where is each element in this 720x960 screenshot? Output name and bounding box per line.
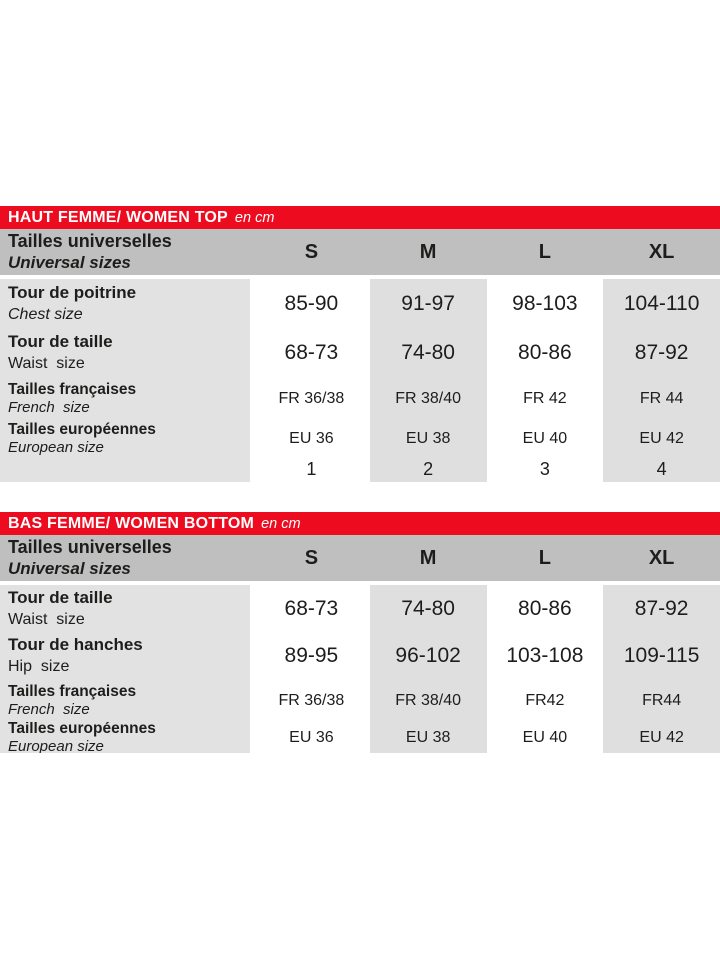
size-value-cell: 68-73: [253, 328, 370, 377]
unit-label: en cm: [261, 515, 301, 532]
row-sublabel: French size: [8, 399, 90, 416]
size-value-cell: FR 42: [487, 377, 604, 421]
women-top-title-bar: [0, 206, 720, 229]
size-value-cell: FR 36/38: [253, 377, 370, 421]
universal-sizes-label-fr: Tailles universelles: [8, 537, 172, 557]
unit-label: en cm: [234, 209, 275, 226]
size-column-header-l: L: [538, 546, 551, 569]
size-value-cell: 87-92: [603, 585, 720, 632]
size-value-cell: 68-73: [253, 585, 370, 632]
size-value-cell: FR42: [487, 679, 604, 722]
row-sublabel: Hip size: [8, 658, 70, 675]
size-column-header-s: S: [304, 240, 319, 263]
size-value-cell: 104-110: [603, 279, 720, 328]
size-value-cell: 4: [603, 457, 720, 482]
size-value-cell: 91-97: [370, 279, 487, 328]
size-column-header-xl: XL: [648, 240, 675, 263]
row-label-cell: [0, 679, 253, 722]
row-label: Tailles françaises: [8, 381, 137, 398]
row-label: Tailles françaises: [8, 682, 137, 700]
size-value-cell: 2: [370, 457, 487, 482]
row-label: Tour de taille: [8, 588, 113, 607]
size-value-cell: FR44: [603, 679, 720, 722]
size-value-cell: EU 38: [370, 722, 487, 753]
size-value-cell: 85-90: [253, 279, 370, 328]
women-bottom-size-table: [0, 512, 720, 753]
women-top-table-body: [0, 279, 720, 482]
row-label-cell: [0, 377, 253, 421]
size-value-cell: 103-108: [487, 632, 604, 679]
size-value-cell: EU 36: [253, 421, 370, 457]
table-row: [0, 585, 720, 632]
size-value-cell: 87-92: [603, 328, 720, 377]
row-sublabel: European size: [8, 439, 104, 456]
women-bottom-title-bar: [0, 512, 720, 535]
size-column-header-xl: XL: [648, 546, 675, 569]
row-label-cell: [0, 722, 253, 753]
size-value-cell: 74-80: [370, 585, 487, 632]
table-row: [0, 377, 720, 421]
women-bottom-header-row: [0, 535, 720, 581]
row-sublabel: Waist size: [8, 611, 85, 628]
universal-sizes-label-en: Universal sizes: [8, 559, 131, 578]
size-value-cell: EU 40: [487, 722, 604, 753]
table-row: [0, 722, 720, 753]
universal-sizes-label-en: Universal sizes: [8, 253, 131, 272]
universal-sizes-label-fr: Tailles universelles: [8, 231, 172, 251]
table-row: [0, 457, 720, 482]
size-column-header-m: M: [419, 240, 437, 263]
size-chart: [0, 206, 720, 753]
size-value-cell: 1: [253, 457, 370, 482]
size-value-cell: FR 36/38: [253, 679, 370, 722]
row-label-cell: [0, 457, 253, 482]
row-label-cell: [0, 328, 253, 377]
size-column-header-l: L: [538, 240, 551, 263]
size-value-cell: 80-86: [487, 328, 604, 377]
size-value-cell: EU 42: [603, 722, 720, 753]
row-sublabel: Waist size: [8, 355, 85, 372]
table-row: [0, 279, 720, 328]
table-row: [0, 679, 720, 722]
row-label: Tour de poitrine: [8, 283, 137, 302]
size-value-cell: EU 42: [603, 421, 720, 457]
size-value-cell: 109-115: [603, 632, 720, 679]
size-value-cell: EU 38: [370, 421, 487, 457]
row-label-cell: [0, 421, 253, 457]
size-value-cell: FR 44: [603, 377, 720, 421]
size-value-cell: 96-102: [370, 632, 487, 679]
size-value-cell: EU 36: [253, 722, 370, 753]
universal-sizes-label: [0, 535, 253, 581]
row-sublabel: European size: [8, 737, 104, 753]
size-value-cell: FR 38/40: [370, 377, 487, 421]
row-label-cell: [0, 279, 253, 328]
women-bottom-table-body: [0, 585, 720, 753]
women-top-header-row: [0, 229, 720, 275]
women-top-size-table: [0, 206, 720, 482]
table-row: [0, 421, 720, 457]
size-value-cell: 89-95: [253, 632, 370, 679]
universal-sizes-label: [0, 229, 253, 275]
size-value-cell: 80-86: [487, 585, 604, 632]
row-label: Tour de hanches: [8, 635, 143, 654]
size-column-header-m: M: [419, 546, 437, 569]
table-row: [0, 632, 720, 679]
row-sublabel: French size: [8, 700, 90, 718]
size-value-cell: 74-80: [370, 328, 487, 377]
table-row: [0, 328, 720, 377]
row-label-cell: [0, 585, 253, 632]
row-label-cell: [0, 632, 253, 679]
row-sublabel: Chest size: [8, 306, 83, 323]
size-value-cell: EU 40: [487, 421, 604, 457]
row-label: Tour de taille: [8, 332, 113, 351]
size-column-header-s: S: [304, 546, 319, 569]
table-title: BAS FEMME/ WOMEN BOTTOM: [8, 514, 255, 532]
row-label: Tailles européennes: [8, 421, 156, 438]
row-label: Tailles européennes: [8, 722, 156, 737]
table-title: HAUT FEMME/ WOMEN TOP: [8, 208, 228, 226]
size-value-cell: FR 38/40: [370, 679, 487, 722]
size-value-cell: 98-103: [487, 279, 604, 328]
size-value-cell: 3: [487, 457, 604, 482]
